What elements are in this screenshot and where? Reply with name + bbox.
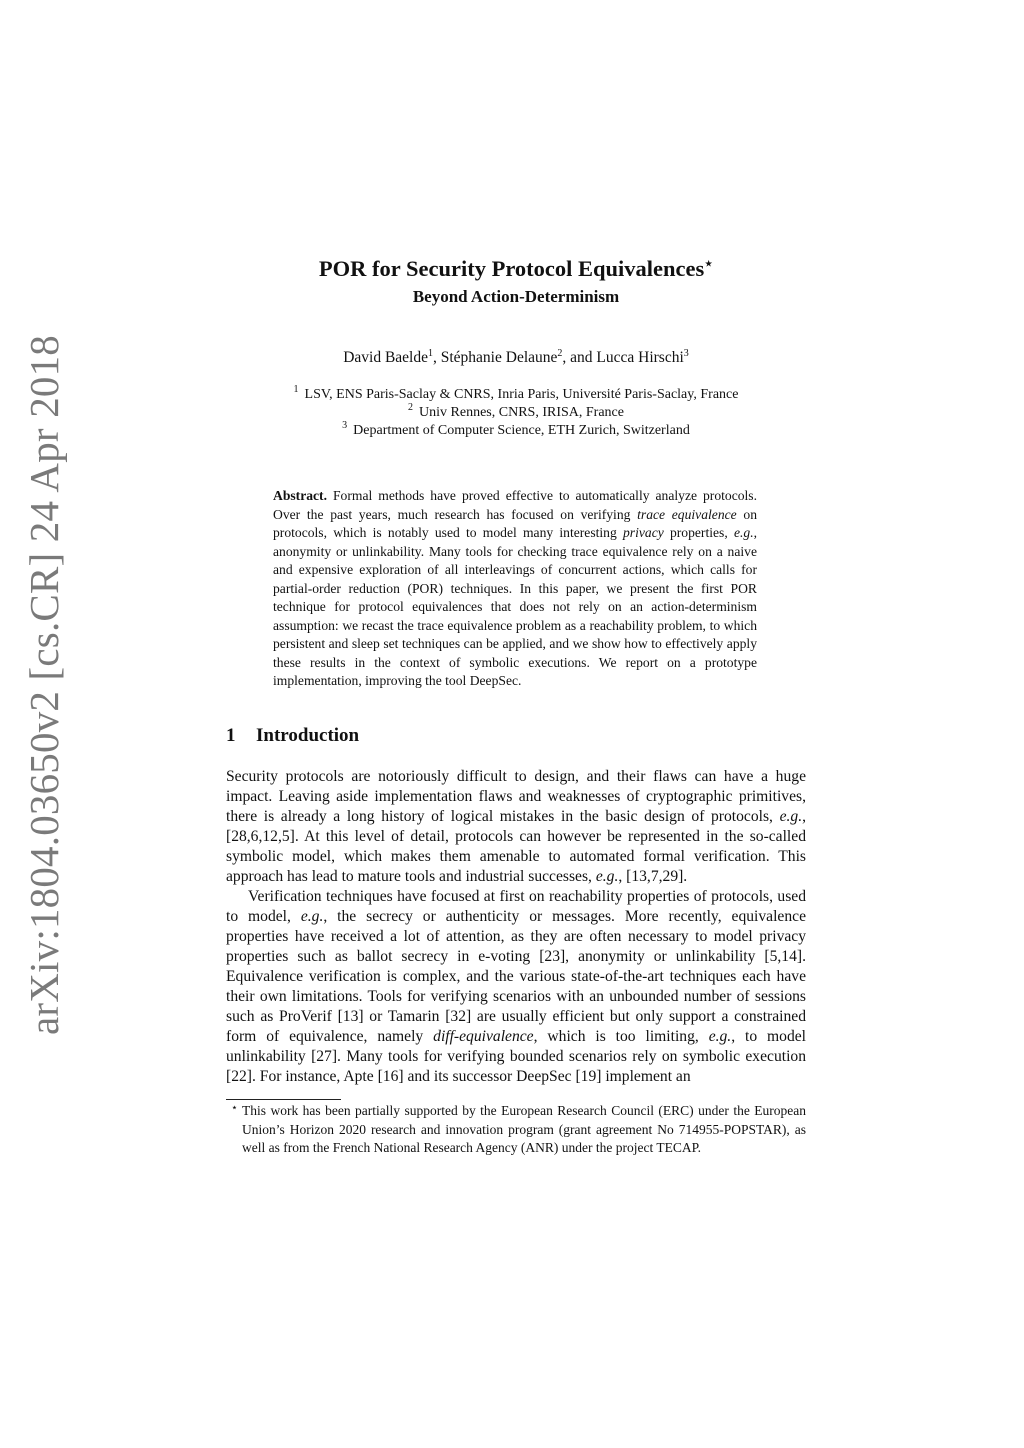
section-number: 1 (226, 725, 236, 746)
paragraph: Security protocols are notoriously difficult to design, and their flaws can have a huge impact. Leaving aside implementation flaws and weaknesses of cryptographic primitives, there is already a long history of logical mistakes in the basic design of protocols, e.g., [28,6,12,5]. At this level of detail, protocols can however be represented in the so-called symbolic model, which makes them amenable to automated formal verification. This approach has lead to mature tools and industrial successes, e.g., [13,7,29]. (226, 768, 806, 885)
author-name: David Baelde (343, 349, 428, 366)
footnote (226, 1102, 806, 1158)
affiliation-3: $^3$ Department of Computer Science, ETH Zurich, Switzerland (342, 420, 690, 438)
author-list: David Baelde$^1$, Stéphanie Delaune$^2$, and Lucca Hirschi$^3$ (343, 348, 689, 366)
title-footnote-mark: ⋆ (704, 257, 714, 272)
affiliation-2: $^2$ Univ Rennes, CNRS, IRISA, France (408, 402, 624, 420)
paper-subtitle: Beyond Action-Determinism (412, 287, 620, 306)
author-name: Stéphanie Delaune (440, 349, 558, 366)
arxiv-stamp (8, 335, 80, 1035)
footnote-divider (226, 1099, 341, 1100)
abstract: Abstract. Formal methods have proved effective to automatically analyze protocols. Over the past years, much research has focused on verifying trace equivalence on protocols, which is notably used to model many interesting privacy properties, e.g., anonymity or unlinkability. Many tools for checking trace equivalence rely on a naive and expensive exploration of all interleavings of concurrent actions, which calls for partial-order reduction (POR) techniques. In this paper, we present the first POR technique for protocol equivalences that does not rely on an action-determinism assumption: we recast the trace equivalence problem as a reachability problem, to which persistent and sleep set techniques can be applied, and we show how to effectively apply these results in the context of symbolic executions. We report on a prototype implementation, improving the tool DeepSec. (273, 488, 758, 688)
author-name: Lucca Hirschi (596, 349, 684, 366)
footnote-mark: ⋆ (231, 1102, 238, 1114)
paragraph: Verification techniques have focused at first on reachability properties of protocols, used to model, e.g., the secrecy or authenticity or messages. More recently, equivalence properties have received a lot of attention, as they are often necessary to model privacy properties such as ballot secrecy in e-voting [23], anonymity or unlinkability [5,14]. Equivalence verification is complex, and the various state-of-the-art techniques each have their own limitations. Tools for verifying scenarios with an unbounded number of sessions such as ProVerif [13] or Tamarin [32] are usually efficient but only support a constrained form of equivalence, namely diff-equivalence, which is too limiting, e.g., to model unlinkability [27]. Many tools for verifying bounded scenarios rely on symbolic execution [22]. For instance, Apte [16] and its successor DeepSec [19] implement an (226, 888, 806, 1085)
affiliation-1: $^1$ LSV, ENS Paris-Saclay & CNRS, Inria Paris, Université Paris-Saclay, France (293, 384, 739, 402)
arxiv-id: arXiv:1804.03650v2 [cs.CR] 24 Apr 2018 (21, 335, 67, 1035)
paper-title: POR for Security Protocol Equivalences⋆ (318, 256, 714, 281)
section-heading (226, 724, 359, 748)
section-title: Introduction (256, 725, 360, 746)
introduction-body (226, 767, 806, 1087)
footnote-text: This work has been partially supported by the European Research Council (ERC) under the European Union’s Horizon 2020 research and innovation program (grant agreement No 714955-POPSTAR), as well as from the French National Research Agency (ANR) under the project TECAP. (242, 1103, 806, 1155)
abstract-label: Abstract. (273, 488, 327, 503)
